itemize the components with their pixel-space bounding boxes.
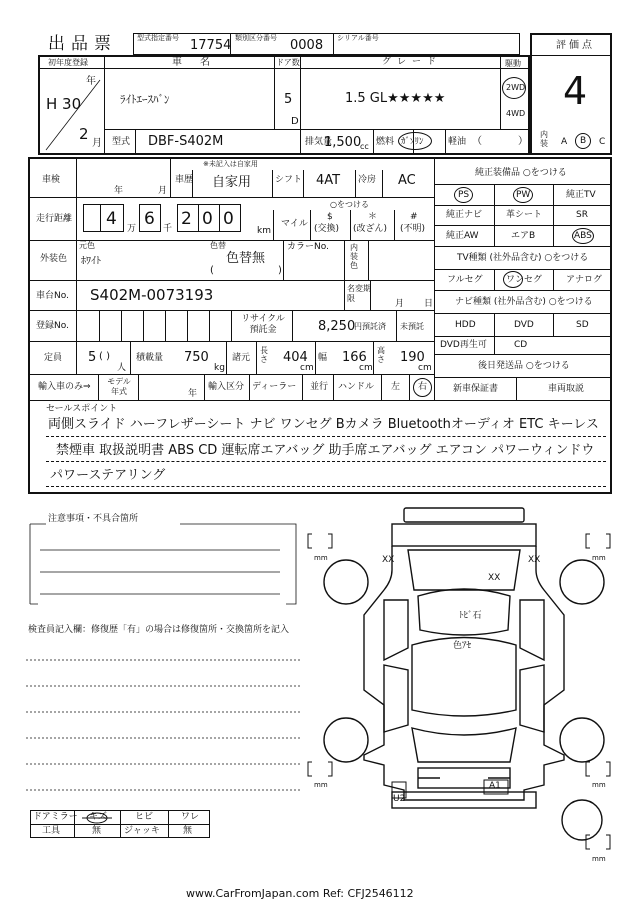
first-reg-year-unit: 年 (86, 76, 96, 87)
handle-right: 右 (418, 382, 428, 392)
opt-navi: 純正ナビ (446, 210, 483, 220)
opt-leather: 革シート (506, 210, 543, 220)
nameplate-label: 名変期限 (347, 284, 371, 303)
mark-u2: U2 (393, 794, 406, 804)
first-reg-label: 初年度登録 (48, 58, 88, 67)
recycle-status: 円預託済 (354, 322, 386, 331)
capacity-unit: 人 (117, 363, 127, 373)
car-name-label: 車名 (172, 57, 228, 68)
mirror-h3: ワレ (181, 812, 200, 822)
opt-airbag: エアB (511, 231, 536, 241)
mirror-h2: ヒビ (135, 812, 154, 822)
door-label: ドア数 (276, 58, 300, 67)
tamper-sym: ＊ (368, 212, 378, 222)
length-value: 404 (283, 350, 308, 365)
mm-spare: mm (592, 855, 606, 863)
shift-value: 4AT (316, 173, 341, 188)
opt-abs: ABS (574, 231, 592, 241)
interior-b: B (580, 136, 587, 146)
unknown-label: (不明) (400, 224, 426, 234)
navi-dvd: DVD (514, 320, 534, 330)
mirror-v0: 工具 (42, 826, 61, 836)
mileage-d5: 0 (223, 209, 234, 229)
reg-label: 登録No. (36, 321, 69, 331)
model-year-unit: 年 (188, 389, 198, 399)
mark-a1: A1 (489, 781, 501, 791)
drive-2wd: 2WD (506, 83, 526, 92)
color-no-label: カラーNo. (287, 242, 329, 252)
mileage-d2: 6 (144, 209, 155, 229)
ac-label: 冷房 (358, 175, 377, 185)
inspection-year-unit: 年 (114, 186, 124, 196)
sales-label: セールスポイント (46, 404, 118, 414)
inspection-label: 車検 (42, 175, 61, 185)
recycle-unpaid: 未預託 (400, 322, 424, 331)
car-diagram (300, 500, 620, 870)
length-label: 長さ (260, 346, 268, 364)
mirror-v2: ジャッキ (124, 826, 160, 836)
nameplate-day-unit: 日 (424, 299, 434, 309)
length-unit: cm (300, 363, 314, 373)
unknown-sym: # (410, 212, 418, 222)
mm-rr: mm (592, 781, 606, 789)
import-label: 輸入車のみ⇒ (38, 382, 91, 392)
recycle-value: 8,250 (318, 319, 356, 334)
grade-value: 1.5 GL★★★★★ (345, 91, 446, 106)
car-name: ﾗｲﾄｴｰｽﾊﾞﾝ (120, 93, 170, 106)
drive-label: 駆動 (505, 59, 521, 68)
score-label: 評価点 (556, 40, 595, 51)
fuel-gas: ｶﾞｿﾘﾝ (401, 137, 424, 147)
mile-label: マイル (281, 219, 308, 229)
opt-sr: SR (576, 210, 588, 220)
import-type-label: 輸入区分 (208, 382, 245, 392)
chassis-value: S402M-0073193 (90, 286, 214, 304)
model-no-label: 型式指定番号 (137, 34, 179, 42)
inspector-label: 検査員記入欄：修復歴「有」の場合は修復箇所・交換箇所を記入 (28, 625, 290, 635)
shift-label: シフト (275, 175, 303, 185)
sheet-title: 出品票 (48, 34, 117, 54)
width-value: 166 (342, 350, 367, 365)
interior-c: C (599, 137, 606, 147)
mileage-d4: 0 (202, 209, 213, 229)
fuel-paren-open: （ (472, 136, 482, 147)
displacement-label: 排気量 (305, 137, 333, 147)
height-unit: cm (418, 363, 432, 373)
type-value: DBF-S402M (148, 134, 224, 149)
serial-label: シリアル番号 (337, 34, 379, 42)
repaint-paren-close: ) (278, 265, 282, 276)
door-type: D (291, 116, 299, 127)
handle-label: ハンドル (338, 382, 375, 392)
dvd-label: DVD再生可 (440, 340, 487, 350)
interior-a: A (561, 137, 568, 147)
original-color-label: 元色 (79, 241, 95, 250)
mileage-u2: 千 (163, 224, 173, 234)
opt-tv: 純正TV (566, 190, 596, 200)
later-title: 後日発送品 ○をつける (478, 361, 570, 371)
first-reg-year: H 30 (46, 95, 82, 113)
later-warranty: 新車保証書 (453, 384, 499, 394)
capacity-paren: ( ) (99, 351, 110, 362)
history-value: 自家用 (212, 175, 252, 190)
mileage-d1: 4 (106, 209, 117, 229)
caution-box (28, 520, 298, 606)
load-value: 750 (184, 350, 209, 365)
opt-pw: PW (516, 190, 531, 200)
drive-4wd: 4WD (506, 109, 526, 118)
recycle-label: リサイクル預託金 (241, 314, 285, 335)
fuel-label: 燃料 (376, 137, 395, 147)
tv-analog: アナログ (566, 275, 603, 285)
mark-xx-2: XX (528, 555, 541, 565)
tv-title: TV種類 (社外品含む) ○をつける (457, 253, 589, 263)
exchange-label: (交換) (314, 224, 340, 234)
chassis-label: 車台No. (36, 291, 69, 301)
mm-rl: mm (314, 781, 328, 789)
spec-label: 諸元 (232, 353, 251, 363)
first-reg-month-unit: 月 (92, 138, 102, 149)
mark-xx-1: XX (382, 555, 395, 565)
class-no: 0008 (290, 38, 324, 53)
history-label: 車歴 (175, 175, 194, 185)
color-label: 外装色 (40, 254, 68, 264)
mm-fl: mm (314, 554, 328, 562)
navi-title: ナビ種類 (社外品含む) ○をつける (455, 297, 593, 307)
opt-ps: PS (458, 190, 470, 200)
interior-label: 内装 (540, 130, 548, 148)
navi-hdd: HDD (455, 320, 476, 330)
load-label: 積載量 (136, 353, 164, 363)
inspector-lines (26, 640, 304, 800)
mileage-label: 走行距離 (36, 214, 73, 224)
type-label: 型式 (112, 137, 131, 147)
displacement-value: 1,500 (324, 135, 362, 150)
inspection-month-unit: 月 (158, 186, 168, 196)
history-note: ※未記入は自家用 (203, 160, 258, 168)
mileage-d3: 2 (181, 209, 192, 229)
caution-label: 注意事項・不具合箇所 (48, 514, 139, 524)
displacement-unit: cc (360, 142, 369, 151)
sales-line2: 禁煙車 取扱説明書 ABS CD 運転席エアバッグ 助手席エアバッグ エアコン パワーウィンドウ (56, 443, 595, 458)
ac-value: AC (398, 173, 416, 188)
sales-line1: 両側スライド ハーフレザーシート ナビ ワンセグ Bカメラ Bluetoothオーディオ ETC キーレス (48, 417, 599, 432)
fuel-diesel-label: 軽油 (448, 137, 467, 147)
model-year-label: モデル年式 (107, 377, 131, 396)
original-color: ﾎﾜｲﾄ (81, 256, 101, 267)
tv-full: フルセグ (447, 275, 483, 285)
load-unit: kg (214, 363, 225, 373)
mileage-mark-note: ○をつける (330, 200, 369, 209)
capacity-value: 5 (88, 350, 97, 365)
import-dealer: ディーラー (252, 382, 297, 392)
import-parallel: 並行 (310, 382, 329, 392)
mirror-v1: 無 (92, 826, 102, 836)
repaint-paren-open: ( (210, 265, 214, 276)
later-manual: 車両取説 (548, 384, 585, 394)
mileage-u1: 万 (127, 224, 137, 234)
mirror-h1: キズ (89, 812, 107, 822)
interior-color-label: 内装色 (350, 243, 358, 270)
height-label: 高さ (377, 346, 385, 364)
repaint-value: 色替無 (226, 251, 266, 266)
class-no-label: 類別区分番号 (235, 34, 277, 42)
sales-line3: パワーステアリング (50, 468, 166, 483)
tv-oneseg: ワンセグ (506, 275, 543, 285)
mark-fade: 色ｱｾ (453, 641, 472, 651)
opt-aw: 純正AW (446, 231, 479, 241)
door-count: 5 (284, 92, 293, 107)
capacity-label: 定員 (44, 353, 63, 363)
fuel-paren-close: ） (518, 136, 528, 147)
model-no: 17754 (190, 38, 232, 53)
first-reg-month: 2 (79, 125, 89, 143)
mileage-km: km (257, 226, 271, 236)
options-title: 純正装備品 ○をつける (475, 168, 567, 178)
mm-fr: mm (592, 554, 606, 562)
mirror-strike (80, 812, 114, 824)
mark-chip: ﾄﾋﾞ石 (459, 611, 482, 621)
grade-label: グレード (382, 57, 443, 67)
nameplate-month-unit: 月 (395, 299, 405, 309)
width-unit: cm (359, 363, 373, 373)
score-value: 4 (563, 69, 588, 113)
navi-sd: SD (576, 320, 589, 330)
width-label: 幅 (318, 353, 328, 363)
mirror-h0: ドアミラー (33, 812, 78, 822)
repaint-label: 色替 (210, 241, 226, 250)
dvd-value: CD (514, 340, 528, 350)
mirror-v3: 無 (183, 826, 193, 836)
exchange-sym: $ (327, 212, 333, 222)
handle-left: 左 (391, 382, 401, 392)
height-value: 190 (400, 350, 425, 365)
mark-xx-3: XX (488, 573, 501, 583)
tamper-label: (改ざん) (353, 224, 388, 234)
footer-ref: www.CarFromJapan.com Ref: CFJ2546112 (186, 887, 414, 900)
